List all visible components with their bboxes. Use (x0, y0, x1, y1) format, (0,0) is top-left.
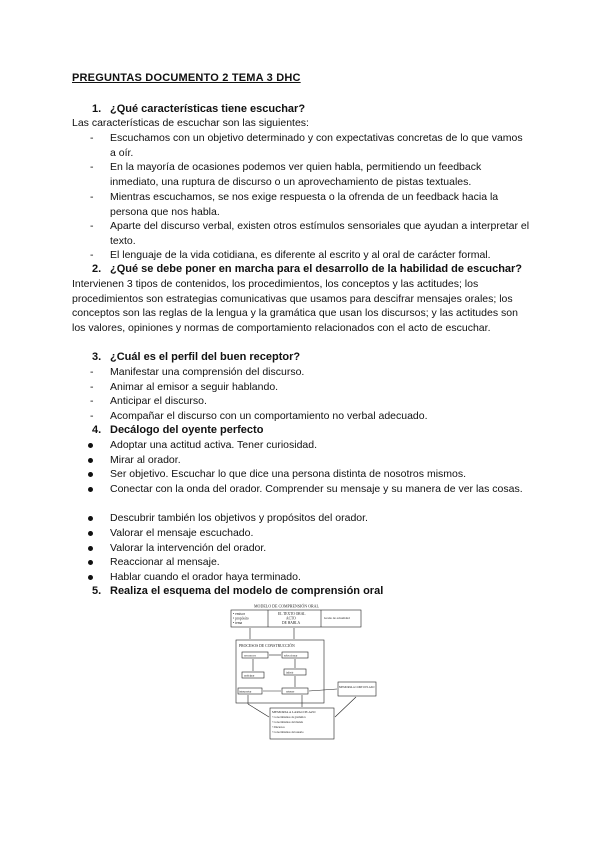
dash-marker: - (90, 410, 94, 422)
list-item (110, 467, 530, 482)
diagram-process-f: retener (286, 689, 295, 694)
bullet-marker (88, 458, 93, 463)
list-item (90, 409, 530, 424)
dash-marker: - (90, 366, 94, 378)
list-item (90, 160, 530, 189)
diagram-long-memory-3: • Discursos (272, 726, 285, 729)
question-3 (92, 351, 300, 363)
q2-body: Intervienen 3 tipos de contenidos, los procedimientos, los conceptos y las actitudes; los procedimientos son estrategias comunicativas que usamos para descifrar mensajes orales; los conceptos son las reglas de la lengua y la gramática que usan los discursos; y las actitudes son los valores, opiniones y normas de comportamiento relacionados con el acto de escuchar. (72, 278, 518, 334)
list-item-text: Valorar la intervención del orador. (110, 542, 267, 554)
question-number: 4. (92, 424, 102, 436)
dash-marker: - (90, 381, 94, 393)
list-item-text: Mientras escuchamos, se nos exige respuesta o la ofrenda de un feedback hacia la persona que nos habla. (110, 191, 499, 218)
list-item (90, 190, 530, 219)
document-title: PREGUNTAS DOCUMENTO 2 TEMA 3 DHC (72, 72, 301, 84)
list-item (110, 526, 530, 541)
list-item-text: Reaccionar al mensaje. (110, 556, 220, 568)
diagram-process-d: inferir (286, 670, 294, 675)
list-item (110, 555, 530, 570)
list-item (90, 365, 530, 380)
diagram-process-a: reconocer (244, 653, 256, 658)
list-item (110, 570, 530, 585)
dash-marker: - (90, 191, 94, 203)
diagram-top-center-3: DE HABLA (282, 621, 301, 625)
diagram-top-left-1: • emisor (233, 612, 245, 616)
dash-marker: - (90, 220, 94, 232)
list-item (110, 482, 530, 497)
list-item (90, 248, 530, 263)
bullet-marker (88, 487, 93, 492)
question-text: Decálogo del oyente perfecto (110, 424, 264, 436)
list-item-text: Descubrir también los objetivos y propósitos del orador. (110, 512, 368, 524)
list-item-text: Ser objetivo. Escuchar lo que dice una persona distinta de nosotros mismos. (110, 468, 467, 480)
bullet-marker (88, 472, 93, 477)
list-item-text: Escuchamos con un objetivo determinado y con expectativas concretas de lo que vamos a oír. (110, 132, 523, 159)
bullet-marker (88, 443, 93, 448)
diagram-top-center-1: EL TEXTO ORAL (278, 612, 306, 616)
question-number: 5. (92, 585, 102, 597)
question-text: ¿Qué se debe poner en marcha para el desarrollo de la habilidad de escuchar? (110, 263, 523, 275)
list-item (90, 394, 530, 409)
question-text: ¿Qué características tiene escuchar? (110, 103, 306, 115)
list-item-text: Valorar el mensaje escuchado. (110, 527, 254, 539)
diagram-title: MODELO DE COMPRENSIÓN ORAL (254, 603, 320, 609)
process-box (236, 640, 324, 703)
list-item-text: Manifestar una comprensión del discurso. (110, 366, 305, 378)
bullet-marker (88, 575, 93, 580)
diagram-process-b: seleccionar (284, 653, 298, 658)
q1-intro: Las características de escuchar son las siguientes: (72, 117, 309, 129)
bullet-marker (88, 531, 93, 536)
list-item (90, 219, 530, 248)
dash-marker: - (90, 161, 94, 173)
dash-marker: - (90, 132, 94, 144)
list-item (90, 131, 530, 160)
question-number: 2. (92, 263, 102, 275)
diagram-top-center-2: ACTO (286, 616, 296, 621)
diagram-top-right: Grado de actualidad (324, 616, 350, 620)
diagram-process-title: PROCESOS DE CONSTRUCCIÓN (239, 644, 295, 648)
list-item-text: Mirar al orador. (110, 454, 181, 466)
diagram-short-memory: MEMORIA A CORTO PLAZO (339, 686, 375, 689)
question-4 (92, 424, 263, 436)
diagram-long-memory-1: • Conocimientos de gramática (272, 716, 306, 719)
question-5 (92, 585, 383, 597)
list-item (110, 453, 530, 468)
list-item-text: Anticipar el discurso. (110, 395, 207, 407)
diagram-top-left-3: • tema (233, 621, 243, 625)
list-item-text: Hablar cuando el orador haya terminado. (110, 571, 301, 583)
bullet-marker (88, 516, 93, 521)
list-item-text: En la mayoría de ocasiones podemos ver quien habla, permitiendo un feedback inmediato, una ruptura de discurso o un aprovechamiento de pistas textuales. (110, 161, 482, 188)
dash-marker: - (90, 395, 94, 407)
diagram-long-memory-4: • Conocimientos del usuario (272, 731, 304, 734)
diagram-top-left-2: • propósito (233, 616, 249, 621)
question-1 (92, 103, 305, 115)
question-text: ¿Cuál es el perfil del buen receptor? (110, 351, 301, 363)
list-item-text: Conectar con la onda del orador. Comprender su mensaje y su manera de ver las cosas. (110, 483, 523, 495)
list-item-text: Adoptar una actitud activa. Tener curiosidad. (110, 439, 318, 451)
short-memory-box (338, 682, 376, 696)
list-item (110, 438, 530, 453)
question-number: 1. (92, 103, 102, 115)
diagram-long-memory-2: • Conocimientos del mundo (272, 721, 304, 724)
list-item-text: Aparte del discurso verbal, existen otros estímulos sensoriales que ayudan a interpretar el texto. (110, 220, 530, 247)
list-item (90, 380, 530, 395)
list-item (110, 541, 530, 556)
list-item-text: Acompañar el discurso con un comportamiento no verbal adecuado. (110, 410, 428, 422)
list-item-text: Animar al emisor a seguir hablando. (110, 381, 279, 393)
question-number: 3. (92, 351, 102, 363)
bullet-marker (88, 546, 93, 551)
list-item (110, 511, 530, 526)
diagram-process-c: anticipar (244, 673, 255, 678)
diagram-process-e: interpretar (239, 689, 252, 694)
list-item-text: El lenguaje de la vida cotidiana, es diferente al escrito y al oral de carácter formal. (110, 249, 491, 261)
question-text: Realiza el esquema del modelo de comprensión oral (110, 585, 384, 597)
diagram-long-memory-title: MEMORIA A LARGO PLAZO (272, 710, 316, 714)
comprehension-model-diagram (228, 602, 378, 742)
dash-marker: - (90, 249, 94, 261)
question-2 (92, 263, 522, 275)
bullet-marker (88, 560, 93, 565)
